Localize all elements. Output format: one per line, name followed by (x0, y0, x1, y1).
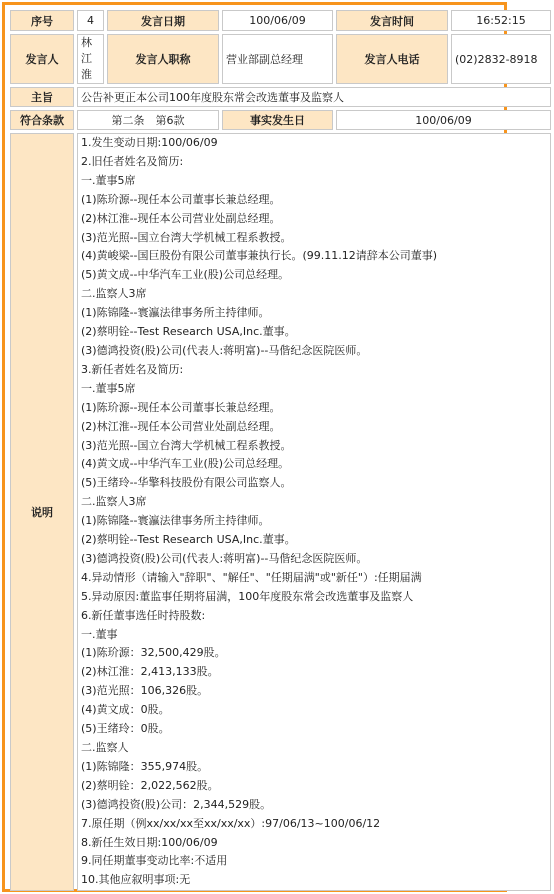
description-lines (81, 134, 547, 890)
clause-value: 第二条 第6款 (77, 110, 219, 130)
time-value: 16:52:15 (451, 10, 551, 31)
description-content (77, 133, 551, 891)
description-line: 二.监察人3席 (81, 287, 147, 301)
date-value: 100/06/09 (222, 10, 333, 31)
description-line: (3)德鸿投资(股)公司(代表人:蒋明富)--马偕纪念医院医师。 (81, 343, 368, 357)
description-line: 4.异动情形（请输入"辞职"、"解任"、"任期届满"或"新任"）:任期届满 (81, 570, 422, 584)
seq-label: 序号 (10, 10, 74, 31)
clause-label: 符合条款 (10, 110, 74, 130)
row-description (10, 133, 551, 891)
description-line: (3)德鸿投资(股)公司(代表人:蒋明富)--马偕纪念医院医师。 (81, 551, 368, 565)
description-line: (2)蔡明铨：2,022,562股。 (81, 778, 219, 792)
event-date-value: 100/06/09 (336, 110, 551, 130)
event-date-label: 事实发生日 (222, 110, 333, 130)
description-line: (1)陈玠源--现任本公司董事长兼总经理。 (81, 192, 281, 206)
description-line: (2)林江淮--现任本公司营业处副总经理。 (81, 419, 281, 433)
description-line: 3.新任者姓名及简历: (81, 362, 184, 376)
description-line: 6.新任董事选任时持股数: (81, 608, 206, 622)
description-line: (4)黄文成：0股。 (81, 703, 170, 717)
description-line: (4)黄峻梁--国巨股份有限公司董事兼执行长。(99.11.12请辞本公司董事) (81, 249, 438, 263)
subject-label: 主旨 (10, 87, 74, 107)
description-line: 二.监察人 (81, 741, 129, 754)
announcement-table (7, 7, 554, 894)
time-label: 发言时间 (336, 10, 448, 31)
description-line: 7.原任期（例xx/xx/xx至xx/xx/xx）:97/06/13~100/06/12 (81, 816, 381, 830)
description-line: (3)范光照--国立台湾大学机械工程系教授。 (81, 230, 292, 244)
description-line: (2)林江淮--现任本公司营业处副总经理。 (81, 211, 281, 225)
description-line: 10.其他应叙明事项:无 (81, 873, 191, 887)
description-line: (2)蔡明铨--Test Research USA,Inc.董事。 (81, 533, 296, 547)
row-clause (10, 110, 551, 130)
description-line: 9.同任期董事变动比率:不适用 (81, 854, 228, 868)
description-line: 一.董事 (81, 627, 118, 641)
description-line: (5)黄文成--中华汽车工业(股)公司总经理。 (81, 268, 290, 282)
row-subject (10, 87, 551, 107)
description-line: (3)范光照--国立台湾大学机械工程系教授。 (81, 438, 292, 452)
speaker-title-label: 发言人职称 (107, 34, 219, 84)
announcement-frame (2, 2, 538, 892)
speaker-phone-label: 发言人电话 (336, 34, 448, 84)
description-line: 2.旧任者姓名及简历: (81, 154, 184, 168)
speaker-value: 林江淮 (77, 34, 104, 84)
subject-value: 公告补更正本公司100年度股东常会改选董事及监察人 (77, 87, 551, 107)
speaker-title-value: 营业部副总经理 (222, 34, 333, 84)
description-line: (1)陈锦隆：355,974股。 (81, 759, 209, 773)
description-line: (3)德鸿投资(股)公司：2,344,529股。 (81, 797, 272, 811)
description-line: (3)范光照：106,326股。 (81, 684, 209, 698)
description-line: (1)陈玠源--现任本公司董事长兼总经理。 (81, 400, 281, 414)
description-line: 1.发生变动日期:100/06/09 (81, 136, 218, 149)
description-line: 8.新任生效日期:100/06/09 (81, 835, 218, 849)
description-line: (1)陈锦隆--寰瀛法律事务所主持律师。 (81, 306, 270, 320)
description-line: 一.董事5席 (81, 381, 136, 395)
description-line: 5.异动原因:董监事任期将届满，100年度股东常会改选董事及监察人 (81, 589, 414, 603)
seq-value: 4 (77, 10, 104, 31)
description-line: (4)黄文成--中华汽车工业(股)公司总经理。 (81, 457, 290, 471)
speaker-phone-value: (02)2832-8918 (451, 34, 551, 84)
row-sequence (10, 10, 551, 31)
description-line: (2)蔡明铨--Test Research USA,Inc.董事。 (81, 325, 296, 339)
description-line: (2)林江淮：2,413,133股。 (81, 665, 219, 679)
description-line: (1)陈锦隆--寰瀛法律事务所主持律师。 (81, 514, 270, 528)
description-line: (5)王绪玲：0股。 (81, 722, 170, 736)
description-line: 一.董事5席 (81, 173, 136, 187)
description-line: 二.监察人3席 (81, 495, 147, 509)
description-line: (5)王绪玲--华擎科技股份有限公司监察人。 (81, 476, 292, 490)
description-label: 说明 (10, 133, 74, 891)
speaker-label: 发言人 (10, 34, 74, 84)
row-speaker (10, 34, 551, 84)
date-label: 发言日期 (107, 10, 219, 31)
description-line: (1)陈玠源：32,500,429股。 (81, 646, 226, 660)
